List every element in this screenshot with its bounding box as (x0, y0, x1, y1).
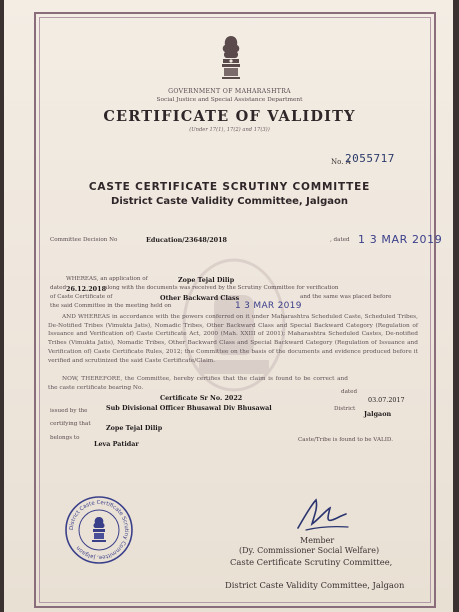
certificate-dated-label: dated (341, 389, 358, 395)
certificate-date: 03.07.2017 (368, 396, 405, 404)
committee-seal-stamp (64, 495, 134, 565)
whereas-text: WHEREAS, an application of (66, 276, 148, 282)
decision-dated-label: , dated (330, 237, 350, 243)
serial-number: 2055717 (345, 152, 395, 165)
certificate-subtitle: (Under 17(1), 17(2) and 17(3)) (189, 127, 270, 133)
member-signature (292, 494, 352, 536)
meeting-date-stamp: 1 3 MAR 2019 (235, 301, 302, 311)
decision-label: Committee Decision No (50, 237, 118, 243)
signatory-designation: (Dy. Commissioner Social Welfare) (239, 546, 380, 555)
seal-ring-text: District Caste Certificate Scrutiny Committee, Jalgaon (68, 499, 130, 561)
signatory-role: Member (300, 536, 335, 545)
body-line-3b: and the same was placed before (300, 294, 392, 300)
signatory-office: District Caste Validity Committee, Jalgaon (225, 580, 405, 590)
district-committee-name: District Caste Validity Committee, Jalgaon (111, 196, 348, 207)
applicant-name: Zope Tejal Dilip (178, 276, 235, 284)
caste-name: Leva Patidar (94, 440, 139, 448)
issued-by-label: issued by the (50, 408, 88, 414)
certificate-title: CERTIFICATE OF VALIDITY (103, 108, 356, 125)
application-date: 26.12.2018 (66, 285, 107, 293)
government-name: GOVERNMENT OF MAHARASHTRA (168, 88, 291, 95)
issuing-authority: Sub Divisional Officer Bhusawal Div Bhusawal (106, 404, 272, 412)
certificate-holder-name: Zope Tejal Dilip (106, 424, 163, 432)
validity-statement: Caste/Tribe is found to be VALID. (298, 437, 393, 443)
national-emblem-icon (216, 34, 246, 82)
caste-certificate-number: Certificate Sr No. 2022 (160, 394, 243, 402)
department-name: Social Justice and Special Assistance Department (156, 97, 303, 103)
committee-name: CASTE CERTIFICATE SCRUTINY COMMITTEE (88, 181, 371, 193)
body-line-3a: of Caste Certificate of (50, 294, 113, 300)
district-value: Jalgaon (364, 410, 392, 418)
body-line-4: the said Committee in the meeting held on (50, 303, 172, 309)
application-dated-label: dated (50, 285, 67, 291)
caste-category: Other Backward Class (160, 294, 240, 302)
serial-label: No. A (331, 158, 351, 166)
certifying-label: certifying that (50, 421, 91, 427)
decision-date-stamp: 1 3 MAR 2019 (358, 233, 443, 246)
decision-number: Education/23648/2018 (146, 236, 227, 244)
therefore-paragraph: NOW, THEREFORE, the Committee, hereby certifies that the claim is found to be correct and the caste certificate bearing No. (48, 376, 348, 391)
signatory-committee: Caste Certificate Scrutiny Committee, (230, 557, 393, 567)
body-line-2: along with the documents was received by the Scrutiny Committee for verification (104, 285, 339, 291)
belongs-to-label: belongs to (50, 435, 80, 441)
whereas-paragraph: AND WHEREAS in accordance with the powers conferred on it under Maharashtra Scheduled Caste, Scheduled Tribes, De-Notified Tribes (Vimukta Jatis), Nomadic Tribes, Other Backward Class and Special Backward Category (Regulation of Issuance and Verification of) Caste Certificate Act, 2000 (Mah. XXIII of 2001); Maharashtra Scheduled Castes, De-notified Tribes (Vimukta Jatis), Nomadic Tribes, Other Backward Class and Special Backward Category (Regulation of Issuance and Verification of) Caste Certificate Rules, 2012; the Committee on the basis of the documents and evidence produced before it verified and scrutinized the said Caste Certificate/Claim. (48, 314, 418, 364)
district-label: District (334, 406, 356, 412)
